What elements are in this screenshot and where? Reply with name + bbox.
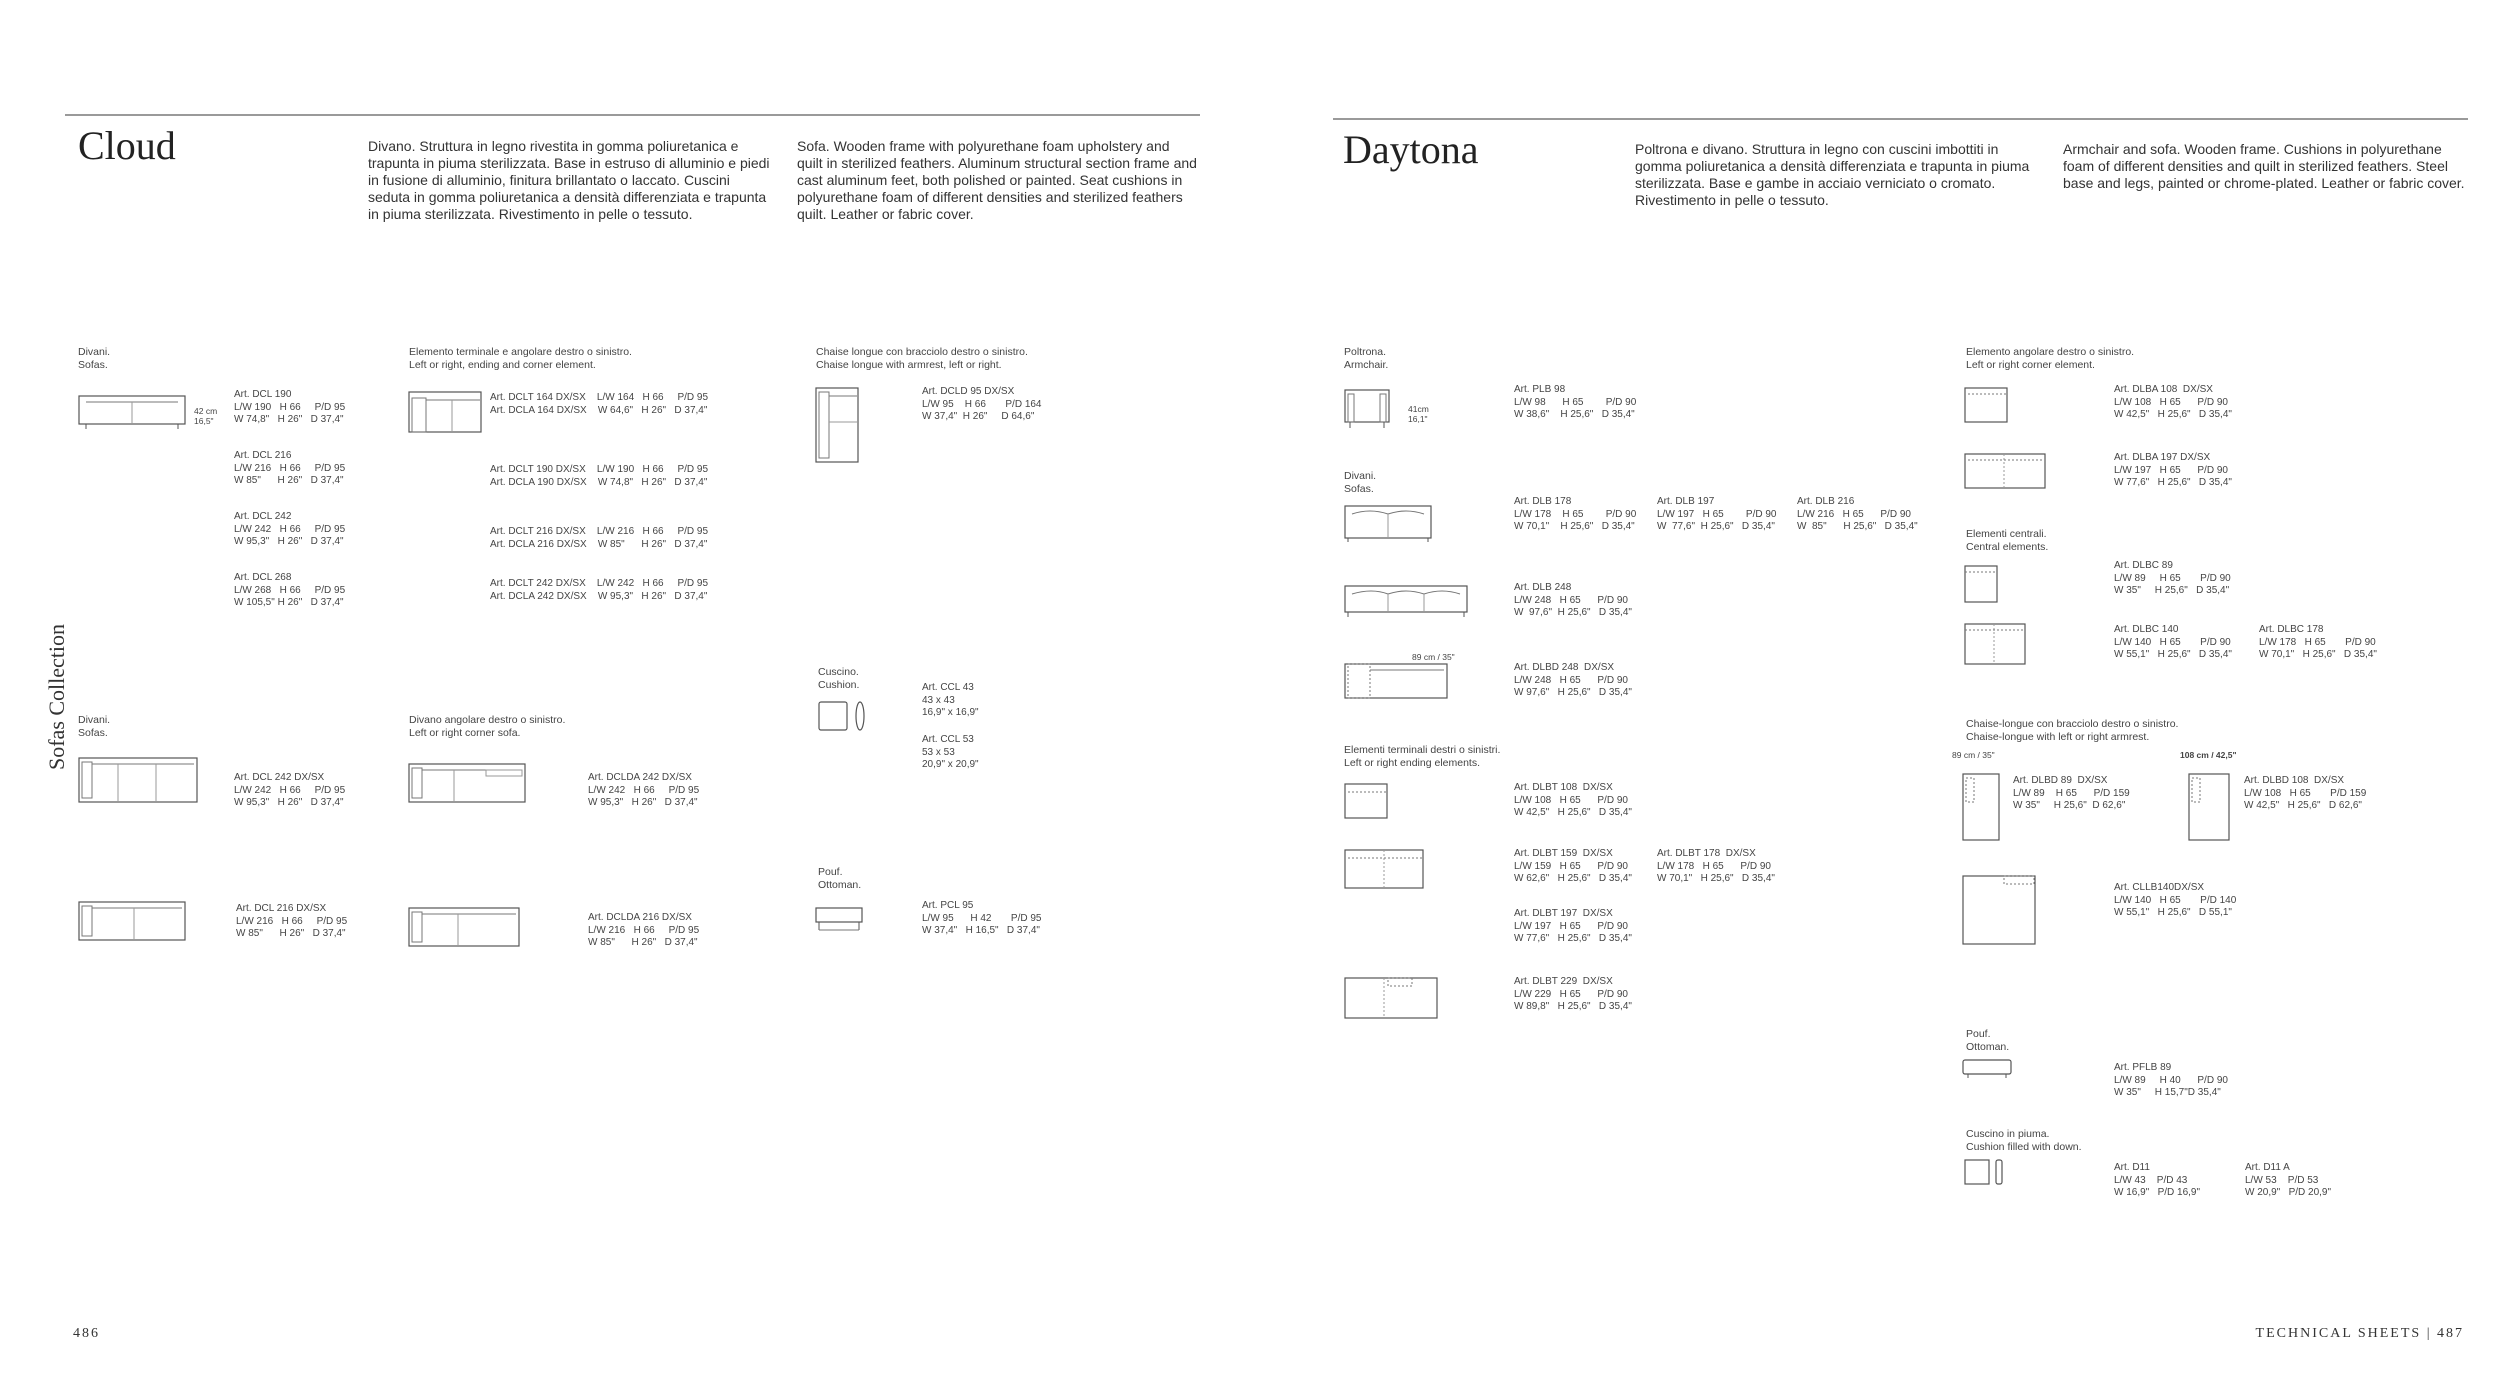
page-number-left: 486 — [73, 1326, 100, 1341]
dim-89-chaise: 89 cm / 35" — [1952, 750, 1995, 760]
terminal-dlbt-229-drawing — [1344, 976, 1440, 1022]
sofa-dlbd-248-drawing — [1344, 662, 1450, 702]
spec-dcl-190: Art. DCL 190 L/W 190 H 66 P/D 95 W 74,8" H 26" D 37,4" — [234, 389, 346, 425]
caption-terminal-elements: Elementi terminali destri o sinistri. Left or right ending elements. — [1344, 744, 1501, 769]
terminal-dlbt-159-drawing — [1344, 848, 1426, 892]
chaise-dlbd-108-drawing — [2188, 772, 2234, 844]
spec-d11: Art. D11 L/W 43 P/D 43 W 16,9" P/D 16,9" — [2114, 1162, 2201, 1198]
intro-it-daytona: Poltrona e divano. Struttura in legno con cuscini imbottiti in gomma poliuretanica a densità differenziata e trapunta in piuma sterilizzata. Base e gambe in acciaio verniciato o cromato. Rivestimento in pelle o tessuto. — [1635, 141, 2030, 208]
spec-dclda-242: Art. DCLDA 242 DX/SX L/W 242 H 66 P/D 95 W 95,3" H 26" D 37,4" — [588, 772, 700, 808]
spec-dcl-216: Art. DCL 216 L/W 216 H 66 P/D 95 W 85" H 26" D 37,4" — [234, 450, 346, 486]
sofa-dcl-242-dx-drawing — [78, 756, 200, 806]
top-rule-right — [1333, 118, 2468, 120]
height-label-daytona: 41cm 16,1" — [1408, 404, 1429, 424]
chaise-longue-drawing — [815, 386, 861, 466]
page-title-cloud: Cloud — [78, 123, 176, 168]
side-label: Sofas Collection — [44, 623, 69, 770]
spec-dlbc-89: Art. DLBC 89 L/W 89 H 65 P/D 90 W 35" H 25,6" D 35,4" — [2114, 560, 2231, 596]
caption-down-cushion: Cuscino in piuma. Cushion filled with down. — [1966, 1128, 2082, 1153]
spec-dlbt-178: Art. DLBT 178 DX/SX L/W 178 H 65 P/D 90 W 70,1" H 25,6" D 35,4" — [1657, 848, 1775, 884]
central-dlbc-89-drawing — [1964, 564, 2000, 606]
corner-sofa-216-drawing — [408, 906, 522, 950]
spec-dlbt-197: Art. DLBT 197 DX/SX L/W 197 H 65 P/D 90 W 77,6" H 25,6" D 35,4" — [1514, 908, 1632, 944]
spec-dlbt-229: Art. DLBT 229 DX/SX L/W 229 H 65 P/D 90 W 89,8" H 25,6" D 35,4" — [1514, 976, 1632, 1012]
spec-cllb-140: Art. CLLB140DX/SX L/W 140 H 65 P/D 140 W 55,1" H 25,6" D 55,1" — [2114, 882, 2237, 918]
spec-dlba-197: Art. DLBA 197 DX/SX L/W 197 H 65 P/D 90 W 77,6" H 25,6" D 35,4" — [2114, 452, 2232, 488]
chaise-cllb-140-drawing — [1962, 874, 2038, 948]
intro-en-daytona: Armchair and sofa. Wooden frame. Cushions in polyurethane foam of different densities and quilt in sterilized feathers. Steel base and legs, painted or chrome-plated. Leather or fabric cover. — [2063, 141, 2465, 191]
caption-chaise-daytona: Chaise-longue con bracciolo destro o sinistro. Chaise-longue with left or right armrest. — [1966, 718, 2179, 743]
spec-dlbd-108: Art. DLBD 108 DX/SX L/W 108 H 65 P/D 159 W 42,5" H 25,6" D 62,6" — [2244, 775, 2367, 811]
caption-sofas-2: Divani. Sofas. — [78, 714, 111, 739]
height-label-cloud: 42 cm 16,5" — [194, 406, 218, 426]
corner-sofa-242-drawing — [408, 762, 528, 806]
spec-dclda-216: Art. DCLDA 216 DX/SX L/W 216 H 66 P/D 95 W 85" H 26" D 37,4" — [588, 912, 700, 948]
spec-dlba-108: Art. DLBA 108 DX/SX L/W 108 H 65 P/D 90 W 42,5" H 25,6" D 35,4" — [2114, 384, 2232, 420]
caption-sofas-1: Divani. Sofas. — [78, 346, 111, 371]
caption-sofas-daytona: Divani. Sofas. — [1344, 470, 1377, 495]
caption-armchair: Poltrona. Armchair. — [1344, 346, 1389, 371]
armchair-drawing — [1344, 388, 1394, 430]
spec-pflb-89: Art. PFLB 89 L/W 89 H 40 P/D 90 W 35" H 15,7"D 35,4" — [2114, 1062, 2228, 1098]
spec-dlb-216: Art. DLB 216 L/W 216 H 65 P/D 90 W 85" H 25,6" D 35,4" — [1797, 496, 1918, 532]
page-number-right: TECHNICAL SHEETS | 487 — [2255, 1326, 2464, 1341]
spec-dcl-242-dx: Art. DCL 242 DX/SX L/W 242 H 66 P/D 95 W 95,3" H 26" D 37,4" — [234, 772, 346, 808]
spec-dlbd-248: Art. DLBD 248 DX/SX L/W 248 H 65 P/D 90 W 97,6" H 25,6" D 35,4" — [1514, 662, 1632, 698]
caption-chaise: Chaise longue con bracciolo destro o sinistro. Chaise longue with armrest, left or right. — [816, 346, 1028, 371]
caption-central-elements: Elementi centrali. Central elements. — [1966, 528, 2049, 553]
spec-dcl-242: Art. DCL 242 L/W 242 H 66 P/D 95 W 95,3" H 26" D 37,4" — [234, 511, 346, 547]
caption-corner-element: Elemento angolare destro o sinistro. Left or right corner element. — [1966, 346, 2135, 371]
dim-89-top: 89 cm / 35" — [1412, 652, 1455, 662]
corner-dlba-108-drawing — [1964, 386, 2010, 426]
caption-pouf-daytona: Pouf. Ottoman. — [1966, 1028, 2010, 1053]
spec-dclt-242: Art. DCLT 242 DX/SX L/W 242 H 66 P/D 95 Art. DCLA 242 DX/SX W 95,3" H 26" D 37,4" — [490, 578, 709, 602]
spec-pcl-95: Art. PCL 95 L/W 95 H 42 P/D 95 W 37,4" H 16,5" D 37,4" — [922, 900, 1042, 936]
spec-dlb-248: Art. DLB 248 L/W 248 H 65 P/D 90 W 97,6" H 25,6" D 35,4" — [1514, 582, 1632, 618]
spec-dcld-95: Art. DCLD 95 DX/SX L/W 95 H 66 P/D 164 W 37,4" H 26" D 64,6" — [922, 386, 1042, 422]
spec-d11a: Art. D11 A L/W 53 P/D 53 W 20,9" P/D 20,9" — [2245, 1162, 2332, 1198]
down-cushion-drawing — [1964, 1158, 2014, 1188]
dim-108-chaise: 108 cm / 42,5" — [2180, 750, 2237, 760]
spec-dlbc-178: Art. DLBC 178 L/W 178 H 65 P/D 90 W 70,1" H 25,6" D 35,4" — [2259, 624, 2377, 660]
spec-ccl-43: Art. CCL 43 43 x 43 16,9" x 16,9" — [922, 682, 979, 718]
chaise-dlbd-89-drawing — [1962, 772, 2002, 844]
spec-dcl-216-dx: Art. DCL 216 DX/SX L/W 216 H 66 P/D 95 W 85" H 26" D 37,4" — [236, 903, 348, 939]
caption-terminal: Elemento terminale e angolare destro o sinistro. Left or right, ending and corner element. — [409, 346, 632, 371]
spec-dlbc-140: Art. DLBC 140 L/W 140 H 65 P/D 90 W 55,1" H 25,6" D 35,4" — [2114, 624, 2232, 660]
sofa-dcl-216-dx-drawing — [78, 900, 188, 944]
intro-it-cloud: Divano. Struttura in legno rivestita in gomma poliuretanica e trapunta in piuma sterilizzata. Base in estruso di alluminio e piedi in fusione di alluminio, finitura brillantato o laccato. Cuscini seduta in gomma poliuretanica a densità differenziata e trapunta in piuma sterilizzata. Rivestimento in pelle o tessuto. — [368, 138, 770, 222]
spec-dlbt-108: Art. DLBT 108 DX/SX L/W 108 H 65 P/D 90 W 42,5" H 25,6" D 35,4" — [1514, 782, 1632, 818]
intro-en-cloud: Sofa. Wooden frame with polyurethane foam upholstery and quilt in sterilized feathers. Aluminum structural section frame and cast aluminum feet, both polished or painted. Seat cushions in polyurethane foam of different densities and sterilized feathers quilt. Leather or fabric cover. — [797, 138, 1197, 222]
cushion-drawing — [818, 700, 870, 734]
central-dlbc-140-drawing — [1964, 622, 2028, 668]
spec-dclt-190: Art. DCLT 190 DX/SX L/W 190 H 66 P/D 95 Art. DCLA 190 DX/SX W 74,8" H 26" D 37,4" — [490, 464, 709, 488]
sofa-dcl-drawing — [78, 392, 188, 432]
spec-dclt-216: Art. DCLT 216 DX/SX L/W 216 H 66 P/D 95 Art. DCLA 216 DX/SX W 85" H 26" D 37,4" — [490, 526, 709, 550]
spec-dclt-164: Art. DCLT 164 DX/SX L/W 164 H 66 P/D 95 Art. DCLA 164 DX/SX W 64,6" H 26" D 37,4" — [490, 392, 709, 416]
sofa-dlb-178-drawing — [1344, 504, 1434, 544]
corner-dlba-197-drawing — [1964, 452, 2048, 492]
terminal-element-drawing — [408, 390, 484, 436]
caption-pouf: Pouf. Ottoman. — [818, 866, 862, 891]
pouf-pflb-drawing — [1962, 1058, 2014, 1080]
caption-cushion: Cuscino. Cushion. — [818, 666, 860, 691]
top-rule-left — [65, 114, 1200, 116]
page-title-daytona: Daytona — [1343, 127, 1479, 172]
terminal-dlbt-108-drawing — [1344, 782, 1390, 822]
spec-plb-98: Art. PLB 98 L/W 98 H 65 P/D 90 W 38,6" H 25,6" D 35,4" — [1514, 384, 1637, 420]
spec-dlbt-159: Art. DLBT 159 DX/SX L/W 159 H 65 P/D 90 W 62,6" H 25,6" D 35,4" — [1514, 848, 1632, 884]
sofa-dlb-248-drawing — [1344, 584, 1470, 620]
spec-dlb-197: Art. DLB 197 L/W 197 H 65 P/D 90 W 77,6" H 25,6" D 35,4" — [1657, 496, 1777, 532]
caption-corner-sofa: Divano angolare destro o sinistro. Left or right corner sofa. — [409, 714, 566, 739]
spec-dlbd-89: Art. DLBD 89 DX/SX L/W 89 H 65 P/D 159 W 35" H 25,6" D 62,6" — [2013, 775, 2130, 811]
spec-ccl-53: Art. CCL 53 53 x 53 20,9" x 20,9" — [922, 734, 979, 770]
spec-dlb-178: Art. DLB 178 L/W 178 H 65 P/D 90 W 70,1" H 25,6" D 35,4" — [1514, 496, 1637, 532]
spec-dcl-268: Art. DCL 268 L/W 268 H 66 P/D 95 W 105,5" H 26" D 37,4" — [234, 572, 346, 608]
pouf-pcl-drawing — [815, 906, 865, 934]
